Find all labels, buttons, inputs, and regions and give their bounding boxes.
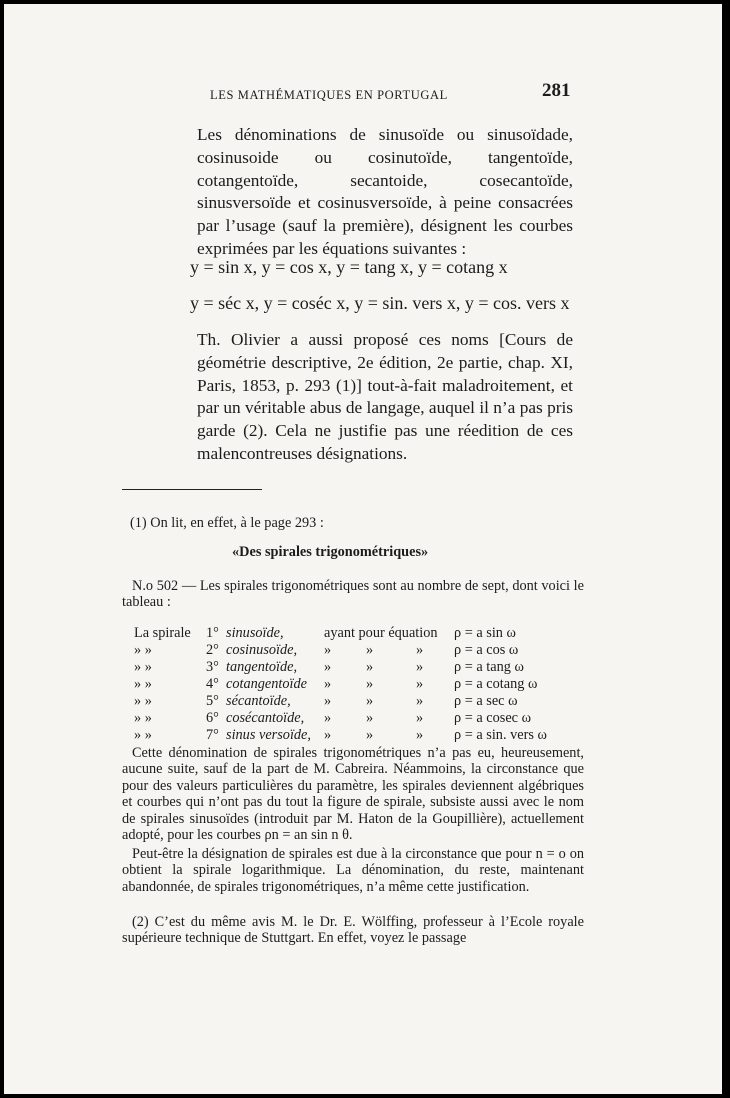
equation-line-1: y = sin x, y = cos x, y = tang x, y = cotang x [190, 257, 508, 277]
row-spiral-name: sinus versoïde, [226, 727, 311, 743]
row-ordinal: 6° [206, 710, 219, 726]
row-equation: ρ = a sin. vers ω [454, 727, 547, 743]
row-spiral-name: cotangentoïde [226, 676, 307, 692]
row-spiral-name: cosinusoïde, [226, 642, 298, 658]
row-ditto: » [324, 659, 332, 675]
row-equation: ρ = a cosec ω [454, 710, 531, 726]
spiral-row [134, 625, 574, 642]
row-ditto: » [324, 727, 332, 743]
running-head: LES MATHÉMATIQUES EN PORTUGAL [210, 88, 448, 102]
row-ditto: » [366, 659, 374, 675]
spiral-row [134, 693, 574, 710]
row-ditto: » [416, 710, 424, 726]
row-ordinal: 4° [206, 676, 219, 692]
row-equation: ρ = a cotang ω [454, 676, 538, 692]
row-ditto: ayant pour équation [324, 625, 438, 641]
document-page [4, 4, 722, 1094]
footnote-1-paragraph-2: Cette dénomination de spirales trigonométriques n’a pas eu, heureusement, aucune suite, sauf de la part de M. Cabreira. Néammoins, la circonstance que pour des valeurs particulières du paramètre, les spirales deviennent algébriques et courbes qui n’ont pas du tout la figure de spirale, subsiste aussi avec le nom de spirales sinusoïdes (introduit par M. Haton de la Goupillière), actuellement adopté, pour les courbes ρn = an sin n θ. [122, 745, 584, 844]
row-ditto: » [324, 693, 332, 709]
row-lead: » » [134, 710, 152, 726]
row-spiral-name: tangentoïde, [226, 659, 298, 675]
row-ditto: » [324, 642, 332, 658]
equation-line-2: y = séc x, y = coséc x, y = sin. vers x, y = cos. vers x [190, 293, 570, 313]
spiral-row [134, 642, 574, 659]
row-ditto: » [324, 710, 332, 726]
footnote-separator [122, 489, 262, 490]
row-ditto: » [366, 642, 374, 658]
row-ditto: » [416, 693, 424, 709]
spiral-row [134, 676, 574, 693]
footnote-1-paragraph: N.o 502 — Les spirales trigonométriques sont au nombre de sept, dont voici le tableau : [122, 578, 584, 611]
page-number: 281 [542, 80, 571, 101]
row-lead: » » [134, 727, 152, 743]
footnote-1-intro: (1) On lit, en effet, à le page 293 : [130, 515, 324, 531]
footnote-1-title: «Des spirales trigonométriques» [232, 544, 429, 560]
row-ditto: » [324, 676, 332, 692]
row-ditto: » [366, 727, 374, 743]
row-ditto: » [416, 642, 424, 658]
row-spiral-name: cosécantoïde, [226, 710, 305, 726]
row-ditto: » [416, 659, 424, 675]
row-equation: ρ = a sec ω [454, 693, 518, 709]
row-ordinal: 1° [206, 625, 219, 641]
row-ordinal: 2° [206, 642, 219, 658]
row-equation: ρ = a tang ω [454, 659, 524, 675]
paragraph-olivier: Th. Olivier a aussi proposé ces noms [Cours de géométrie descriptive, 2e édition, 2e partie, chap. XI, Paris, 1853, p. 293 (1)] tout-à-fait maladroitement, et par un véritable abus de langage, auquel il n’a pas pris garde (2). Cela ne justifie pas une réedition de ces malencontreuses désignations. [197, 330, 573, 463]
row-spiral-name: sécantoïde, [226, 693, 291, 709]
row-ditto: » [416, 676, 424, 692]
spiral-row [134, 710, 574, 727]
row-lead: » » [134, 676, 152, 692]
row-lead: » » [134, 693, 152, 709]
row-ditto: » [366, 676, 374, 692]
row-lead: » » [134, 642, 152, 658]
spiral-row [134, 659, 574, 676]
row-ordinal: 7° [206, 727, 219, 743]
row-ordinal: 5° [206, 693, 219, 709]
row-lead: » » [134, 659, 152, 675]
row-ordinal: 3° [206, 659, 219, 675]
row-equation: ρ = a cos ω [454, 642, 519, 658]
spiral-row [134, 727, 574, 744]
row-ditto: » [366, 693, 374, 709]
row-lead: La spirale [134, 625, 191, 641]
row-spiral-name: sinusoïde, [226, 625, 284, 641]
row-equation: ρ = a sin ω [454, 625, 516, 641]
paragraph-dénominations: Les dénominations de sinusoïde ou sinusoïdade, cosinusoide ou cosinutoïde, tangentoïde, cotangentoïde, secantoide, cosecantoïde, sinusversoïde et cosinusversoïde, à peine consacrées par l’usage (sauf la première), désignent les courbes exprimées par les équations suivantes : [197, 125, 573, 258]
footnote-2: (2) C’est du même avis M. le Dr. E. Wölffing, professeur à l’Ecole royale supérieure technique de Stuttgart. En effet, voyez le passage [122, 914, 584, 947]
footnote-1-paragraph-3: Peut-être la désignation de spirales est due à la circonstance que pour n = o on obtient la spirale logarithmique. La dénomination, du reste, maintenant abandonnée, de spirales trigonométriques, n’a même cette justification. [122, 846, 584, 895]
row-ditto: » [366, 710, 374, 726]
row-ditto: » [416, 727, 424, 743]
